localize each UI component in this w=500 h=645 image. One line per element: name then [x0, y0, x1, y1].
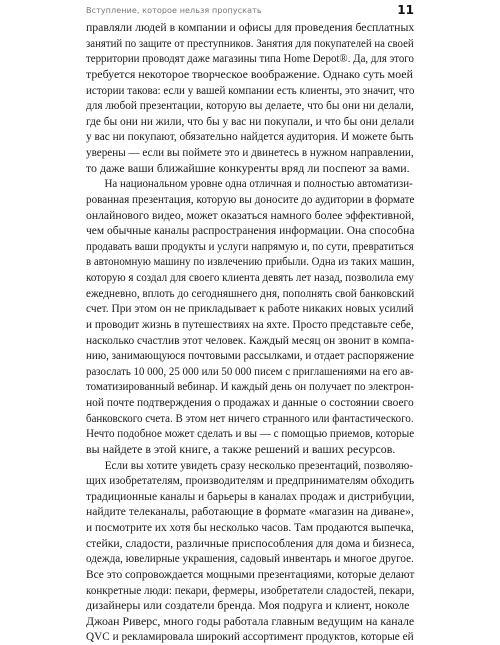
text-line: правляли людей в компании и офисы для проведения бесплатных [86, 20, 410, 36]
text-line: насколько счастлив этот человек. Каждый месяц он звонит в компа- [86, 333, 400, 349]
page-header [86, 3, 414, 19]
text-line: банковского счета. В этом нет ничего странного или фантастического. [86, 411, 388, 427]
text-line: и проводит жизнь в путешествиях на яхте. Просто представьте себе, [86, 317, 396, 333]
text-line: ежедневно, вплоть до сегодняшнего дня, пополнять свой банковский [86, 286, 394, 302]
text-line: щих изобретателям, производителям и предпринимателям обходить [86, 473, 399, 489]
text-line: которую я создал для своего клиента девять лет назад, позволила ему [86, 270, 392, 286]
text-line: для любой презентации, которую вы делаете, что бы они ни делали, [86, 98, 398, 114]
text-line: одежда, ювелирные украшения, садовый инвентарь и многое другое. [86, 551, 393, 567]
text-line: конкретные люди: пекари, фермеры, изобретатели сладостей, пекари, [86, 583, 392, 599]
text-line: чем обычные каналы распространения информации. Она способна [86, 223, 403, 239]
text-line: Джоан Риверс, много годы работала главным ведущим на канале [86, 614, 413, 630]
text-line: онлайнового видео, может оказаться намного более эффективной, [86, 208, 408, 224]
text-line: QVC и рекламировала широкий ассортимент продуктов, которые ей [86, 629, 397, 645]
text-line: На национальном уровне одна отличная и полностью автоматизи- [86, 176, 388, 192]
text-line: томатизированный вебинар. И каждый день он получает по электрон- [86, 379, 390, 395]
text-line: где бы они ни жили, что бы у вас ни покупали, и что бы они делали [86, 114, 400, 130]
text-line: в автономную машину по извлечению прибыли. Одна из таких машин, [86, 254, 386, 270]
page-number: 11 [397, 3, 414, 17]
text-line: уверены — если вы поймете это и двинетесь в нужном направлении, [86, 145, 393, 161]
text-line: традиционные каналы и барьеры в каналах продаж и дистрибуции, [86, 489, 402, 505]
text-line: занятий по защите от преступников. Занятия для покупателей на своей [86, 36, 385, 52]
text-line: разослать 10 000, 25 000 или 50 000 писем с приглашениями на его ав- [86, 364, 387, 380]
text-line: рованная презентация, которую вы доносите до аудитории в формате [86, 192, 393, 208]
paragraph [86, 458, 414, 645]
text-line: у вас ни покупают, обязательно найдется аудитория. И можете быть [86, 129, 399, 145]
text-line: требуется некоторое творческое воображение. Однако суть моей [86, 67, 414, 83]
running-head: Вступление, которое нельзя пропускать [86, 6, 262, 15]
text-line: дизайнеры или создатели бренда. Моя подруга и клиент, ноколе [86, 598, 414, 614]
text-line: счет. При этом он не прикладывает к работе никаких новых усилий [86, 301, 401, 317]
text-line: Если вы хотите увидеть сразу несколько презентаций, позволяю- [86, 458, 393, 474]
text-line: и посмотрите их хотя бы несколько часов. Там продаются выпечка, [86, 520, 401, 536]
text-line: найдите телеканалы, работающие в формате «магазин на диване», [86, 504, 406, 520]
text-line: продавать ваши продукты и услуги напрямую и, по сути, превратиться [86, 239, 386, 255]
text-line: Все это сопровождается мощными презентациями, которые делают [86, 567, 401, 583]
text-line: Нечто подобное может сделать и вы — с помощью приемов, которые [86, 426, 393, 442]
paragraph [86, 176, 414, 457]
text-line: нию, занимающуюся почтовыми рассылками, и отдает распоряжение [86, 348, 392, 364]
text-line: территории проводят даже магазины типа Home Depot®. Да, для этого [86, 51, 387, 67]
text-line: то даже ваши ближайшие конкуренты вряд ли поспеют за вами. [86, 161, 414, 177]
paragraph [86, 20, 414, 176]
text-line: вы найдете в этой книге, а также решений и ваших ресурсов. [86, 442, 414, 458]
body-text [86, 20, 414, 645]
text-line: ной почте подтверждения о продажах и данные о состоянии своего [86, 395, 401, 411]
text-line: истории такова: если у вашей компании есть клиенты, это значит, что [86, 83, 392, 99]
text-line: стейки, сладости, различные приспособления для дома и бизнеса, [86, 536, 408, 552]
